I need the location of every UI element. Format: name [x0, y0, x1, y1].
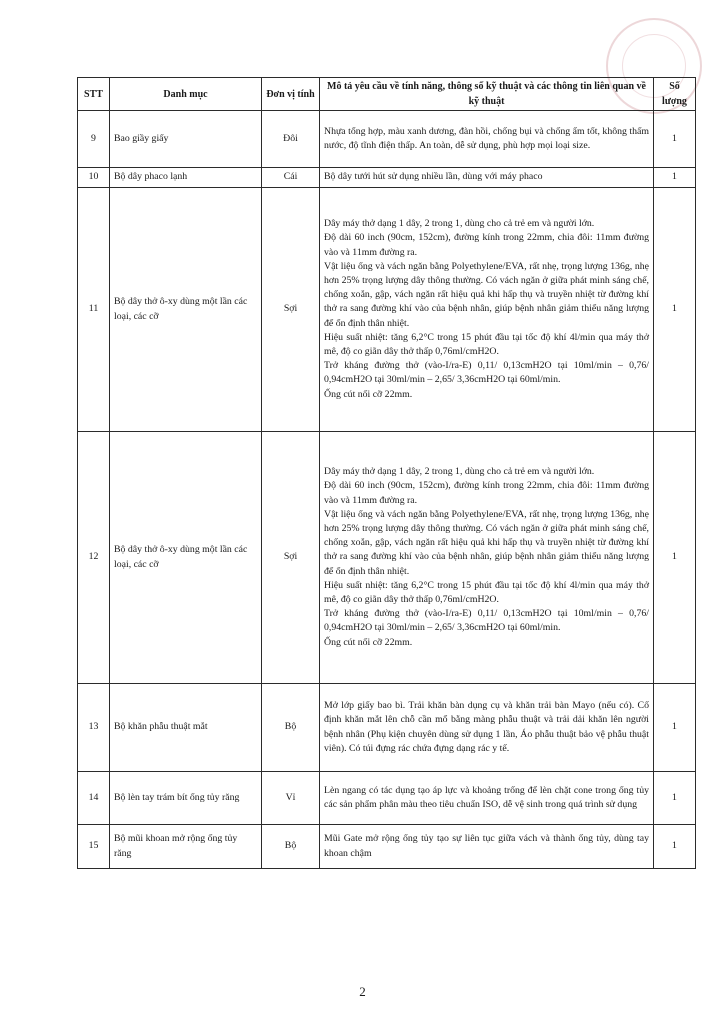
cell-quantity: 1: [654, 684, 696, 772]
cell-stt: 14: [78, 772, 110, 825]
description-paragraph: Trở kháng đường thở (vào-I/ra-E) 0,11/ 0,13cmH2O tại 10ml/min – 0,76/ 0,94cmH2O tại 30ml/min – 2,65/ 3,36cmH2O tại 60ml/min.: [324, 360, 649, 386]
cell-name: Bộ lèn tay trám bít ống tủy răng: [110, 772, 262, 825]
header-quantity: Số lượng: [654, 78, 696, 111]
cell-quantity: 1: [654, 432, 696, 684]
description-paragraph: Dây máy thở dạng 1 dây, 2 trong 1, dùng cho cả trẻ em và người lớn.: [324, 218, 595, 230]
cell-stt: 9: [78, 111, 110, 168]
cell-description: [320, 188, 654, 432]
cell-unit: Vỉ: [262, 772, 320, 825]
cell-unit: Đôi: [262, 111, 320, 168]
cell-name: Bộ dây thở ô-xy dùng một lần các loại, các cỡ: [110, 188, 262, 432]
cell-stt: 13: [78, 684, 110, 772]
cell-description: [320, 772, 654, 825]
specification-table: [77, 77, 696, 869]
description-paragraph: Bộ dây tưới hút sử dụng nhiều lần, dùng với máy phaco: [324, 171, 543, 183]
cell-name: Bộ khăn phẫu thuật mắt: [110, 684, 262, 772]
cell-name: Bộ dây phaco lạnh: [110, 168, 262, 188]
cell-description: [320, 111, 654, 168]
cell-stt: 10: [78, 168, 110, 188]
cell-unit: Cái: [262, 168, 320, 188]
cell-quantity: 1: [654, 825, 696, 869]
cell-unit: Sợi: [262, 188, 320, 432]
description-paragraph: Lèn ngang có tác dụng tạo áp lực và khoảng trống để lèn chặt cone trong ống tủy các sản phẩm phân màu theo tiêu chuẩn ISO, dễ vệ sinh trong quá trình sử dụng: [324, 784, 649, 810]
cell-quantity: 1: [654, 772, 696, 825]
description-paragraph: Dây máy thở dạng 1 dây, 2 trong 1, dùng cho cả trẻ em và người lớn.: [324, 466, 595, 478]
cell-description: [320, 825, 654, 869]
table-row: [78, 825, 696, 869]
description-paragraph: Nhựa tổng hợp, màu xanh dương, đàn hồi, chống bụi và chống ẩm tốt, không thấm nước, độ tĩnh điện thấp. An toàn, dễ sử dụng, phù hợp mọi loại size.: [324, 125, 649, 151]
description-paragraph: Độ dài 60 inch (90cm, 152cm), đường kính trong 22mm, chia đôi: 11mm đường vào và 11mm đường ra.: [324, 480, 649, 506]
table-row: [78, 168, 696, 188]
description-paragraph: Hiệu suất nhiệt: tăng 6,2°C trong 15 phút đầu tại tốc độ khí 4l/min qua máy thở mê, độ co giãn dây thở thấp 0,76ml/cmH2O.: [324, 331, 649, 357]
table-row: [78, 772, 696, 825]
description-paragraph: Ống cút nối cỡ 22mm.: [324, 388, 413, 400]
table-row: [78, 188, 696, 432]
cell-unit: Bộ: [262, 825, 320, 869]
table-row: [78, 432, 696, 684]
description-paragraph: Mũi Gate mở rộng ống tủy tạo sự liên tục giữa vách và thành ống tủy, dùng tay khoan chậm: [324, 833, 649, 859]
cell-description: [320, 684, 654, 772]
description-paragraph: Độ dài 60 inch (90cm, 152cm), đường kính trong 22mm, chia đôi: 11mm đường vào và 11mm đường ra.: [324, 232, 649, 258]
header-stt: STT: [78, 78, 110, 111]
page-number: 2: [359, 984, 366, 999]
cell-description: [320, 168, 654, 188]
cell-stt: 12: [78, 432, 110, 684]
cell-name: Bộ mũi khoan mở rộng ống tủy răng: [110, 825, 262, 869]
table-row: [78, 684, 696, 772]
cell-name: Bao giầy giấy: [110, 111, 262, 168]
description-paragraph: Hiệu suất nhiệt: tăng 6,2°C trong 15 phút đầu tại tốc độ khí 4l/min qua máy thở mê, độ co giãn dây thở thấp 0,76ml/cmH2O.: [324, 579, 649, 605]
header-unit: Đơn vị tính: [262, 78, 320, 111]
table-body: [78, 111, 696, 869]
cell-quantity: 1: [654, 168, 696, 188]
description-paragraph: Ống cút nối cỡ 22mm.: [324, 636, 413, 648]
table-row: [78, 111, 696, 168]
cell-quantity: 1: [654, 188, 696, 432]
cell-stt: 11: [78, 188, 110, 432]
header-category: Danh mục: [110, 78, 262, 111]
description-paragraph: Vật liệu ống và vách ngăn bằng Polyethylene/EVA, rất nhẹ, trọng lượng 136g, nhẹ hơn 25% trọng lượng dây thông thường. Có vách ngăn ở giữa phát minh sáng chế, chống xoắn, gập, vách ngăn rất hiệu quả khi hấp thụ và truyền nhiệt từ đường khí thở ra sang đường khí vào của bệnh nhân, giúp bệnh nhân giảm thiểu năng lượng để ổn định thân nhiệt.: [324, 260, 649, 329]
table-header-row: [78, 78, 696, 111]
description-paragraph: Trở kháng đường thở (vào-I/ra-E) 0,11/ 0,13cmH2O tại 10ml/min – 0,76/ 0,94cmH2O tại 30ml/min – 2,65/ 3,36cmH2O tại 60ml/min.: [324, 608, 649, 634]
cell-unit: Bộ: [262, 684, 320, 772]
cell-description: [320, 432, 654, 684]
description-paragraph: Vật liệu ống và vách ngăn bằng Polyethylene/EVA, rất nhẹ, trọng lượng 136g, nhẹ hơn 25% trọng lượng dây thông thường. Có vách ngăn ở giữa phát minh sáng chế, chống xoắn, gập, vách ngăn rất hiệu quả khi hấp thụ và truyền nhiệt từ đường khí thở ra sang đường khí vào của bệnh nhân, giúp bệnh nhân giảm thiểu năng lượng để ổn định thân nhiệt.: [324, 508, 649, 577]
cell-name: Bộ dây thở ô-xy dùng một lần các loại, các cỡ: [110, 432, 262, 684]
cell-unit: Sợi: [262, 432, 320, 684]
description-paragraph: Mở lớp giấy bao bì. Trải khăn bàn dụng cụ và khăn trải bàn Mayo (nếu có). Cố định khăn mắt lên chỗ cần mổ bằng màng phẫu thuật và trải dải khăn lên người bệnh nhân (Phụ kiện chuyên dùng sử dụng 1 lần, Áo phẫu thuật bảo vệ phẫu thuật viên). Có túi đựng rác chứa đựng dạng rác y tế.: [324, 700, 649, 754]
header-description: Mô tả yêu cầu về tính năng, thông số kỹ thuật và các thông tin liên quan về kỹ thuật: [320, 78, 654, 111]
cell-quantity: 1: [654, 111, 696, 168]
cell-stt: 15: [78, 825, 110, 869]
